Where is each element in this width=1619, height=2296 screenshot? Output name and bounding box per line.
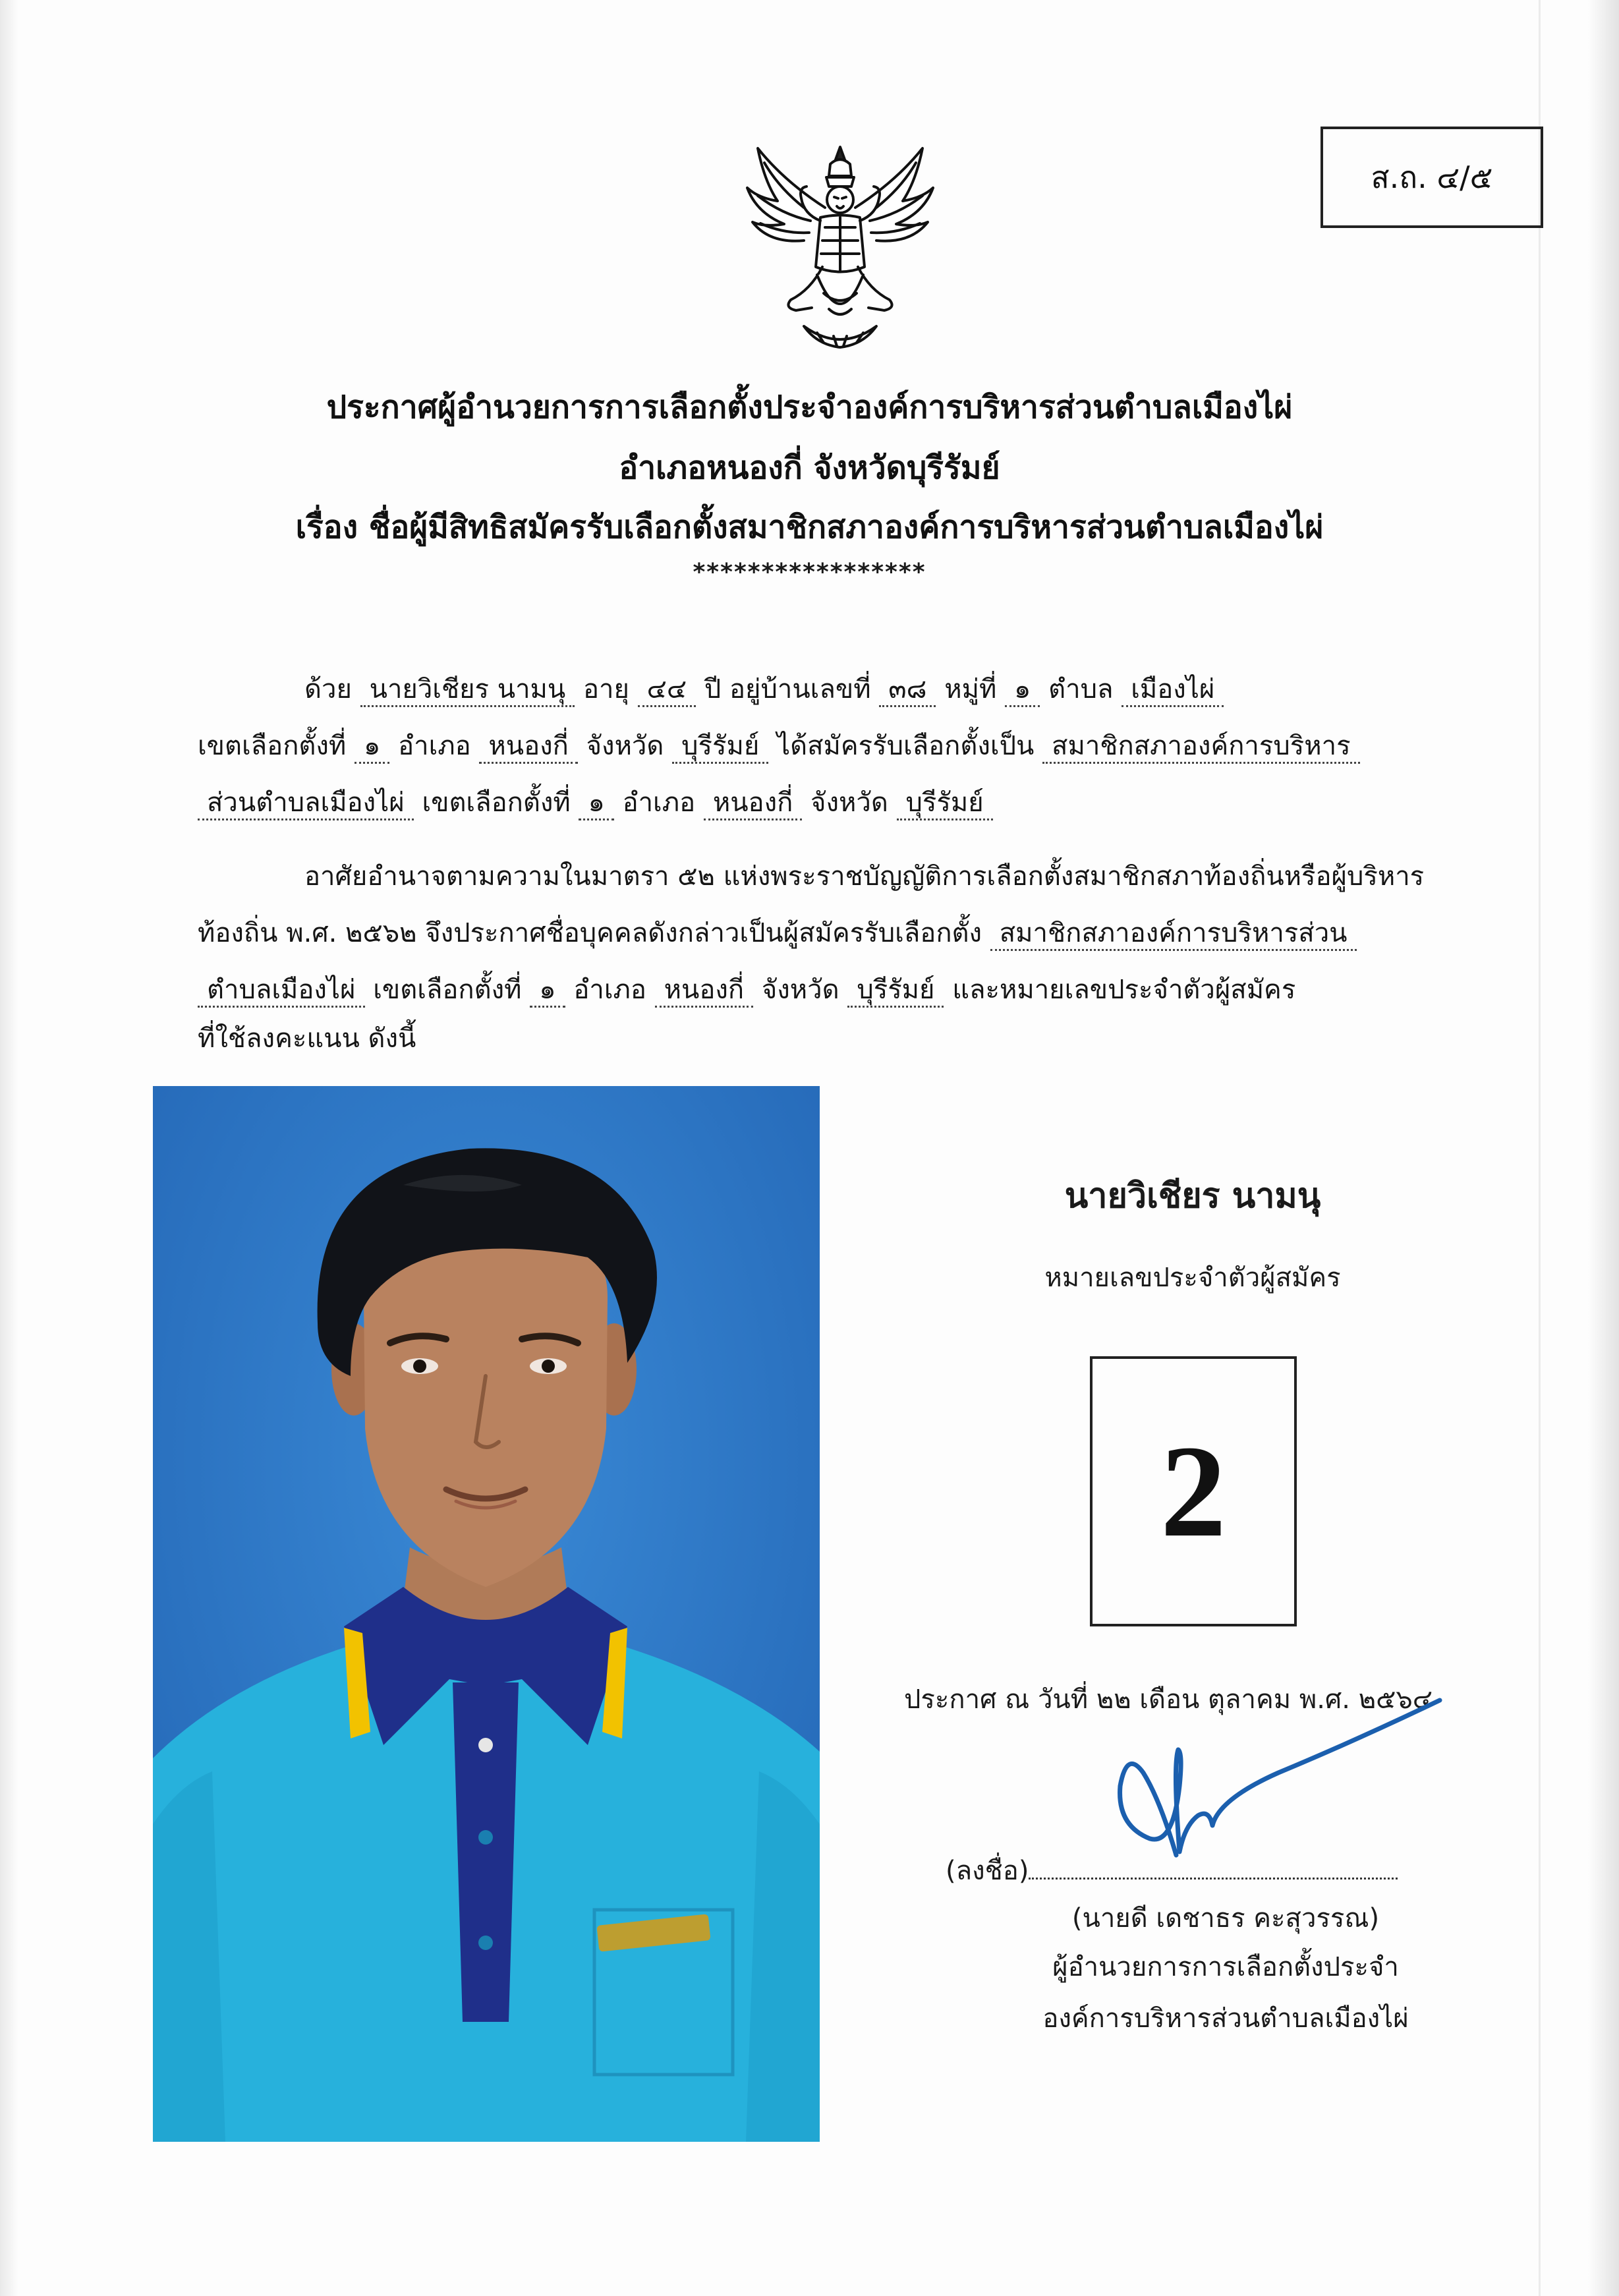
field-moo: ๑ — [1005, 674, 1040, 707]
para2-line-1: อาศัยอำนาจตามความในมาตรา ๕๒ แห่งพระราชบัญญัติการเลือกตั้งสมาชิกสภาท้องถิ่นหรือผู้บริหาร — [304, 861, 1425, 892]
field-district-no-2: ๑ — [579, 787, 613, 820]
field-province-3: บุรีรัมย์ — [847, 974, 944, 1008]
candidate-number: 2 — [1160, 1418, 1226, 1564]
field-tambon: เมืองไผ่ — [1122, 674, 1224, 707]
signature-label: (ลงชื่อ) — [946, 1856, 1029, 1886]
announcement-date: ประกาศ ณ วันที่ ๒๒ เดือน ตุลาคม พ.ศ. ๒๕๖๔ — [904, 1684, 1433, 1715]
field-name: นายวิเชียร นามนุ — [360, 674, 575, 707]
field-amphoe: หนองกี่ — [479, 730, 577, 764]
para2-line-4: ที่ใช้ลงคะแนน ดังนี้ — [198, 1023, 416, 1054]
scan-edge-right — [1588, 0, 1619, 2296]
field-position-a: สมาชิกสภาองค์การบริหาร — [1042, 730, 1360, 764]
candidate-number-label: หมายเลขประจำตัวผู้สมัคร — [1044, 1263, 1341, 1293]
title-line-1: ประกาศผู้อำนวยการการเลือกตั้งประจำองค์การบริหารส่วนตำบลเมืองไผ่ — [326, 389, 1293, 426]
para2-line-3: ตำบลเมืองไผ่ เขตเลือกตั้งที่ ๑ อำเภอ หนองกี่ จังหวัด บุรีรัมย์ และหมายเลขประจำตัวผู้สมัคร — [198, 971, 1295, 1008]
para1-line-2: เขตเลือกตั้งที่ ๑ อำเภอ หนองกี่ จังหวัด บุรีรัมย์ ได้สมัครรับเลือกตั้งเป็น สมาชิกสภาองค์การบริหาร — [198, 728, 1360, 764]
signature-line — [946, 1849, 1398, 1891]
field-age: ๔๔ — [638, 674, 696, 707]
form-code-box — [1321, 127, 1543, 228]
title-line-3: เรื่อง ชื่อผู้มีสิทธิสมัครรับเลือกตั้งสมาชิกสภาองค์การบริหารส่วนตำบลเมืองไผ่ — [295, 509, 1324, 546]
field-district-no: ๑ — [355, 730, 389, 764]
signer-title-2: องค์การบริหารส่วนตำบลเมืองไผ่ — [1042, 2003, 1409, 2034]
para2-line-2: ท้องถิ่น พ.ศ. ๒๕๖๒ จึงประกาศชื่อบุคคลดังกล่าวเป็นผู้สมัครรับเลือกตั้ง สมาชิกสภาองค์การบริหารส่วน — [198, 915, 1357, 952]
signer-name: (นายดี เดชาธร คะสุวรรณ) — [1071, 1903, 1380, 1934]
field-amphoe-2: หนองกี่ — [704, 787, 802, 820]
field-position-b: ส่วนตำบลเมืองไผ่ — [198, 787, 414, 820]
signer-title-1: ผู้อำนวยการการเลือกตั้งประจำ — [1052, 1952, 1399, 1982]
signature-dots — [1029, 1851, 1398, 1880]
field-amphoe-3: หนองกี่ — [655, 974, 753, 1008]
para1-line-3: ส่วนตำบลเมืองไผ่ เขตเลือกตั้งที่ ๑ อำเภอ หนองกี่ จังหวัด บุรีรัมย์ — [198, 784, 993, 821]
scan-edge-left — [0, 0, 18, 2296]
field-house-no: ๓๘ — [879, 674, 936, 707]
field-province: บุรีรัมย์ — [672, 730, 768, 764]
garuda-emblem-icon — [738, 135, 942, 359]
candidate-number-box — [1090, 1356, 1297, 1626]
candidate-portrait-icon — [153, 1086, 820, 2142]
field-district-no-3: ๑ — [530, 974, 565, 1008]
field-province-2: บุรีรัมย์ — [897, 787, 993, 820]
candidate-name: นายวิเชียร นามนุ — [1064, 1176, 1321, 1216]
field-position-2b: ตำบลเมืองไผ่ — [198, 974, 365, 1008]
para1-line-1: ด้วย นายวิเชียร นามนุ อายุ ๔๔ ปี อยู่บ้านเลขที่ ๓๘ หมู่ที่ ๑ ตำบล เมืองไผ่ — [304, 671, 1224, 708]
title-line-2: อำเภอหนองกี่ จังหวัดบุรีรัมย์ — [619, 449, 1000, 486]
title-separator: ***************** — [693, 559, 926, 586]
field-position-2a: สมาชิกสภาองค์การบริหารส่วน — [990, 917, 1357, 951]
candidate-photo — [153, 1086, 820, 2142]
form-code: ส.ถ. ๔/๕ — [1371, 159, 1493, 195]
